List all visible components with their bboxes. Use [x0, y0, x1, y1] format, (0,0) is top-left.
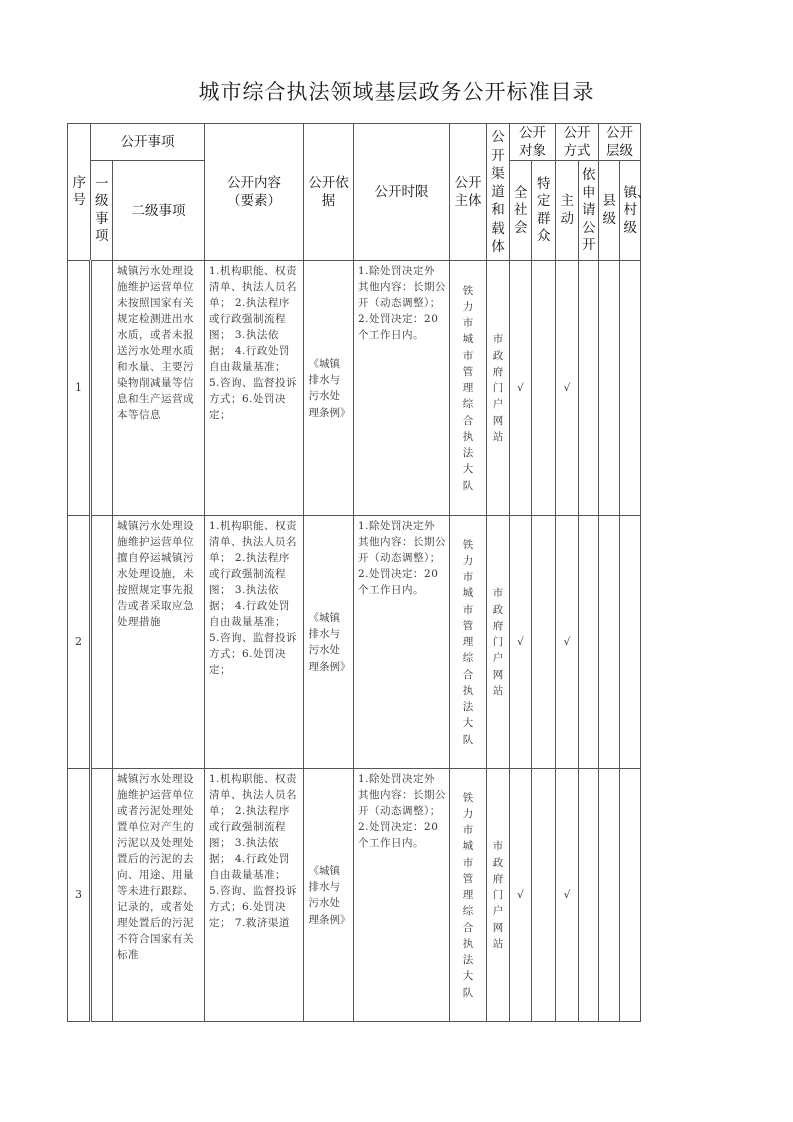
row-channel: 市政府门户网站 — [487, 769, 510, 1022]
header-method: 公开方式 — [556, 124, 599, 161]
row-channel: 市政府门户网站 — [487, 261, 510, 516]
row-level1 — [91, 261, 113, 516]
row-content: 1.机构职能、权责清单、执法人员名单； 2.执法程序或行政强制流程 图； 3.执法依 据； 4.行政处罚自由裁量基准； 5.咨询、监督投诉方式；6.处罚决定； — [205, 261, 304, 516]
header-seq: 序号 — [68, 124, 91, 261]
row-method-apply — [579, 769, 599, 1022]
table-row — [68, 516, 641, 769]
row-basis: 《城镇排水与污水处理条例》 — [304, 516, 354, 769]
row-method-active: √ — [556, 769, 579, 1022]
header-level: 公开层级 — [599, 124, 641, 161]
header-target-all: 全社会 — [510, 161, 532, 261]
row-basis: 《城镇排水与污水处理条例》 — [304, 261, 354, 516]
header-method-active: 主动 — [556, 161, 579, 261]
header-channel: 公开渠道和载体 — [487, 124, 510, 261]
row-level-town — [620, 769, 641, 1022]
disclosure-catalog-table — [67, 123, 651, 1022]
row-subject: 铁力市城市管理综合执法大队 — [450, 516, 487, 769]
row-method-apply — [579, 261, 599, 516]
row-target-specific — [532, 261, 556, 516]
row-level-county — [599, 769, 620, 1022]
row-target-all: √ — [510, 769, 532, 1022]
row-level-town — [620, 516, 641, 769]
page-title: 城市综合执法领域基层政务公开标准目录 — [198, 80, 595, 104]
header-level-county: 县级 — [599, 161, 620, 261]
row-seq: 2 — [68, 516, 91, 769]
row-level1 — [91, 769, 113, 1022]
header-public-items: 公开事项 — [91, 124, 205, 161]
row-level2: 城镇污水处理设施维护运营单位擅自停运城镇污水处理设施，未按照规定事先报告或者采取应急处理措施 — [113, 516, 205, 769]
row-basis: 《城镇排水与污水处理条例》 — [304, 769, 354, 1022]
row-seq: 1 — [68, 261, 91, 516]
row-level2: 城镇污水处理设施维护运营单位或者污泥处理处置单位对产生的污泥以及处理处置后的污泥的去向、用途、用量等未进行跟踪、记录的，或者处理处置后的污泥不符合国家有关标准 — [113, 769, 205, 1022]
header-target: 公开对象 — [510, 124, 556, 161]
row-content: 1.机构职能、权责清单、执法人员名单； 2.执法程序或行政强制流程 图； 3.执法依 据； 4.行政处罚自由裁量基准； 5.咨询、监督投诉方式；6.处罚决定； 7.救济渠道 — [205, 769, 304, 1022]
header-basis: 公开依据 — [304, 124, 354, 261]
header-level-town: 镇、村级 — [620, 161, 641, 261]
row-method-active: √ — [556, 516, 579, 769]
header-method-apply: 依申请公开 — [579, 161, 599, 261]
header-content: 公开内容（要素） — [205, 124, 304, 261]
header-level2: 二级事项 — [113, 161, 205, 261]
table-row — [68, 261, 641, 516]
row-method-active: √ — [556, 261, 579, 516]
table-row — [68, 769, 641, 1022]
row-time-limit: 1.除处罚决定外其他内容：长期公开（动态调整）；2.处罚决定：20个工作日内。 — [354, 769, 450, 1022]
row-level-county — [599, 516, 620, 769]
row-channel: 市政府门户网站 — [487, 516, 510, 769]
row-seq: 3 — [68, 769, 91, 1022]
row-time-limit: 1.除处罚决定外其他内容：长期公开（动态调整）；2.处罚决定：20个工作日内。 — [354, 261, 450, 516]
header-level1: 一级事项 — [91, 161, 113, 261]
row-method-apply — [579, 516, 599, 769]
row-target-all: √ — [510, 516, 532, 769]
row-level-town — [620, 261, 641, 516]
row-target-specific — [532, 769, 556, 1022]
row-level-county — [599, 261, 620, 516]
row-content: 1.机构职能、权责清单、执法人员名单； 2.执法程序或行政强制流程 图； 3.执法依 据； 4.行政处罚自由裁量基准； 5.咨询、监督投诉方式；6.处罚决定； — [205, 516, 304, 769]
header-target-specific: 特定群众 — [532, 161, 556, 261]
row-subject: 铁力市城市管理综合执法大队 — [450, 769, 487, 1022]
row-target-all: √ — [510, 261, 532, 516]
row-target-specific — [532, 516, 556, 769]
row-level1 — [91, 516, 113, 769]
row-time-limit: 1.除处罚决定外其他内容：长期公开（动态调整）；2.处罚决定：20个工作日内。 — [354, 516, 450, 769]
row-subject: 铁力市城市管理综合执法大队 — [450, 261, 487, 516]
row-level2: 城镇污水处理设施维护运营单位未按照国家有关规定检测进出水水质，或者未报送污水处理水质和水量、主要污染物削减量等信息和生产运营成本等信息 — [113, 261, 205, 516]
header-subject: 公开主体 — [450, 124, 487, 261]
header-time-limit: 公开时限 — [354, 124, 450, 261]
